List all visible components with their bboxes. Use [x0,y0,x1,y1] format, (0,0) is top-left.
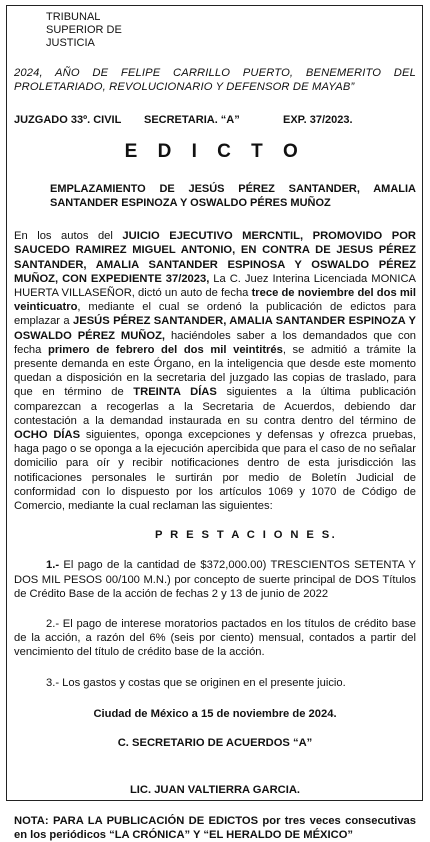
body-text: siguientes, oponga excepciones y defensas y ofrezca pruebas, haga pago o se oponga a la ejecución apercibida que para el caso de no señalar domicilio para oír y recibir notificaciones dentro de esta jurisdicción las notificaciones personales le surtirán por medio de Boletín Judicial de conformidad con lo dispuesto por los artículos 1069 y 1070 de Código de Comercio, mediante la cual reclaman las siguientes: [14,429,416,513]
body-text: , se admitió a trámite la presente demanda en este Órgano, en la inteligencia que desde este momento quedan a disposición en la secretaria del juzgado las copias de traslado, para que en término de [14,343,416,399]
body-bold-text: TREINTA DÍAS [133,386,217,399]
body-bold-text: OCHO DÍAS [14,429,81,442]
prestacion-item [14,558,416,601]
item-number: 1.- [46,559,60,572]
edict-content [14,11,416,842]
summons-heading: EMPLAZAMIENTO DE JESÚS PÉREZ SANTANDER, AMALIA SANTANDER ESPINOZA Y OSWALDO PÉRES MUÑOZ [50,183,416,210]
secretaria-label: SECRETARIA. “A” [144,114,240,126]
signer-name: LIC. JUAN VALTIERRA GARCIA. [129,784,301,797]
year-motto: 2024, AÑO DE FELIPE CARRILLO PUERTO, BENEMERITO DEL PROLETARIADO, REVOLUCIONARIO Y DEFENSOR DE MAYAB” [14,67,416,93]
publication-note: NOTA: PARA LA PUBLICACIÓN DE EDICTOS por tres veces consecutivas en los periódicos “LA CRÓNICA” Y “EL HERALDO DE MÉXICO” [14,814,416,841]
prestacion-item: 2.- El pago de interese moratorios pactados en los títulos de crédito base de la acción, a razón del 6% (seis por ciento) mensual, contados a partir del vencimiento del título de crédito base de la acción. [14,618,416,659]
court-name: JUZGADO 33º. CIVIL [14,114,122,126]
body-bold-text: primero de febrero del dos mil veintitrés [47,343,283,356]
tribunal-line: TRIBUNAL [46,11,101,23]
tribunal-line: SUPERIOR DE [46,24,122,36]
edict-body [14,229,416,513]
tribunal-heading [46,11,416,50]
edict-title: E D I C T O [124,141,306,163]
body-bold-text: JUICIO EJECUTIVO MERCNTIL, PROMOVIDO POR SAUCEDO RAMIREZ MIGUEL ANTONIO, EN CONTRA DE JESUS PÉREZ SANTANDER, AMALIA SANTANDER ESPINOSA Y OSWALDO PÉREZ MUÑOZ, CON EXPEDIENTE 37/2023, [14,230,416,285]
body-text: siguientes a la última publicación comparezcan a recogerlas a la Secretaria de Acuerdos, debiendo dar contestación a la demandad instaurada en su contra dentro del término de [14,386,416,427]
secretary-title: C. SECRETARIO DE ACUERDOS “A” [117,737,313,750]
body-bold-text: trece de noviembre del dos mil veinticuatro [14,287,416,314]
item-text: El pago de la cantidad de $372,000.00) TRESCIENTOS SETENTA Y DOS MIL PESOS 00/100 M.N.) por concepto de suerte principal de DOS Títulos de Crédito Base de la acción de fechas 2 y 13 de junio de 2022 [14,559,416,600]
court-info-row [14,113,416,127]
body-text: En los autos del [14,230,123,243]
city-date: Ciudad de México a 15 de noviembre de 2024. [93,707,337,720]
case-number: EXP. 37/2023. [283,114,353,126]
body-text: , mediante el cual se ordenó la publicación de edictos para emplazar a [14,301,416,328]
body-text: haciéndoles saber a los demandados que con fecha [14,329,417,356]
body-text: La C. Juez Interina Licenciada MONICA HUERTA VILLASEÑOR, dictó un auto de fecha [14,272,416,300]
prestacion-item: 3.- Los gastos y costas que se originen en el presente juicio. [46,676,346,689]
body-bold-text: JESÚS PÉREZ SANTANDER, AMALIA SANTANDER ESPINOZA Y OSWALDO PÉREZ MUÑOZ, [14,315,417,342]
prestaciones-heading: P R E S T A C I O N E S. [155,529,338,542]
tribunal-line: JUSTICIA [46,37,95,49]
